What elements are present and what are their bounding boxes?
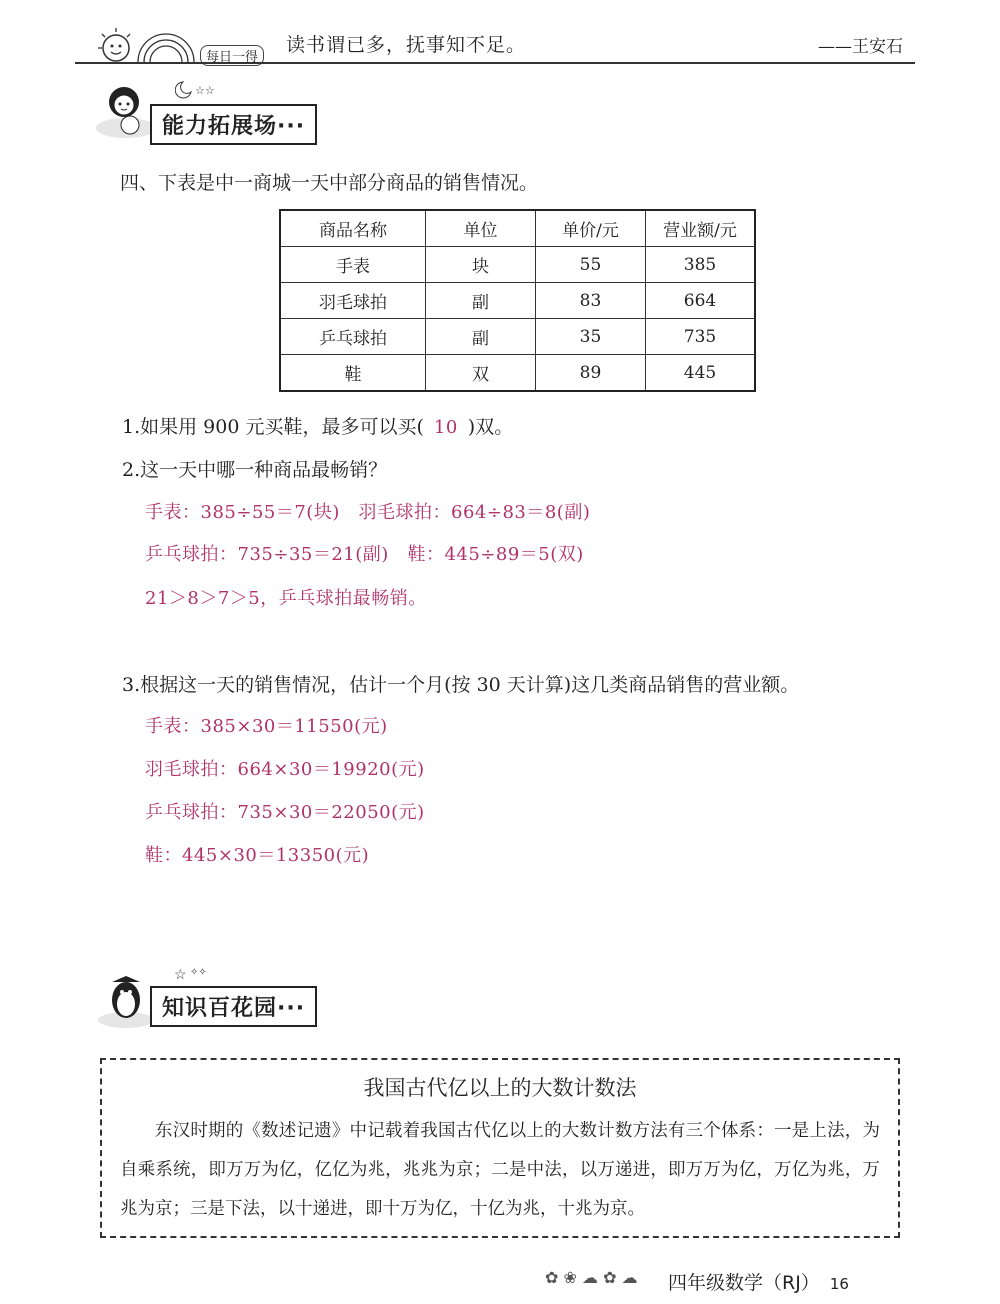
svg-text:☆☆: ☆☆ [195, 84, 215, 97]
stars-icon [172, 963, 212, 985]
table-cell: 83 [536, 283, 646, 319]
moon-stars-icon [175, 80, 215, 100]
daily-label: 每日一得 [200, 45, 264, 66]
table-cell: 735 [646, 319, 756, 355]
question-3-answer-line: 羽毛球拍：664×30＝19920(元) [145, 759, 425, 780]
question-3-answer-line: 手表：385×30＝11550(元) [145, 716, 388, 737]
table-cell: 羽毛球拍 [280, 283, 426, 319]
svg-text:☆: ☆ [174, 967, 187, 983]
table-cell: 35 [536, 319, 646, 355]
table-cell: 乒乓球拍 [280, 319, 426, 355]
table-cell: 55 [536, 247, 646, 283]
table-cell: 89 [536, 355, 646, 392]
footer-grade-label: 四年级数学（RJ） [668, 1272, 820, 1294]
table-cell: 385 [646, 247, 756, 283]
header-author: ——王安石 [818, 37, 903, 57]
section-banner-ability: 能力拓展场··· [150, 104, 317, 145]
question-3-answer-line: 鞋：445×30＝13350(元) [145, 845, 370, 866]
question-1 [122, 412, 513, 439]
table-cell: 手表 [280, 247, 426, 283]
question-2-answer-line: 21＞8＞7＞5，乒乓球拍最畅销。 [145, 588, 427, 609]
table-header: 单价/元 [536, 210, 646, 247]
table-cell: 副 [426, 319, 536, 355]
info-box [100, 1058, 900, 1238]
table-cell: 块 [426, 247, 536, 283]
header-divider [75, 62, 915, 64]
section-banner-knowledge: 知识百花园··· [150, 986, 317, 1027]
question-4-prompt: 四、下表是中一商城一天中部分商品的销售情况。 [120, 172, 539, 194]
table-row [280, 247, 755, 283]
penguin-mascot-icon [96, 968, 158, 1030]
table-cell: 副 [426, 283, 536, 319]
question-2-prompt: 2.这一天中哪一种商品最畅销？ [122, 459, 388, 481]
table-row [280, 319, 755, 355]
question-2-answer-line: 乒乓球拍：735÷35＝21(副) 鞋：445÷89＝5(双) [145, 544, 584, 565]
question-1-text-after: )双。 [467, 416, 514, 438]
table-cell: 664 [646, 283, 756, 319]
table-header: 营业额/元 [646, 210, 756, 247]
question-3-prompt: 3.根据这一天的销售情况，估计一个月(按 30 天计算)这几类商品销售的营业额。 [122, 674, 800, 696]
table-header: 单位 [426, 210, 536, 247]
info-body: 东汉时期的《数述记遗》中记载着我国古代亿以上的大数计数方法有三个体系：一是上法，为自乘系统，即万万为亿，亿亿为兆，兆兆为京；二是中法，以万递进，即万万为亿，万亿为兆，万兆为京；三是下法，以十递进，即十万为亿，十亿为兆，十兆为京。 [120, 1121, 880, 1219]
question-1-text-before: 1.如果用 900 元买鞋，最多可以买( [122, 416, 424, 438]
page-number: 16 [829, 1275, 849, 1293]
footer-grade [668, 1268, 849, 1295]
question-2-answer-line: 手表：385÷55＝7(块) 羽毛球拍：664÷83＝8(副) [145, 502, 591, 523]
table-header: 商品名称 [280, 210, 426, 247]
svg-text:✧✧: ✧✧ [190, 967, 207, 978]
table-cell: 445 [646, 355, 756, 392]
question-3-answer-line: 乒乓球拍：735×30＝22050(元) [145, 802, 425, 823]
table-row [280, 283, 755, 319]
table-header-row [280, 210, 755, 247]
table-cell: 双 [426, 355, 536, 392]
table-row [280, 355, 755, 392]
table-cell: 鞋 [280, 355, 426, 392]
header-quote: 读书谓已多，抚事知不足。 [286, 34, 527, 56]
sun-rainbow-icon [88, 22, 198, 64]
info-title: 我国古代亿以上的大数计数法 [363, 1076, 637, 1100]
sales-table [279, 209, 756, 392]
question-1-answer: 10 [433, 417, 458, 438]
footer-decoration: ✿ ❀ ☁ ✿ ☁ [545, 1268, 638, 1287]
